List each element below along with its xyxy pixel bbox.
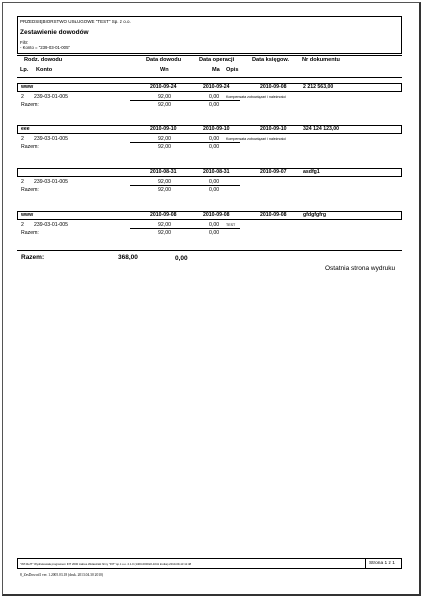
- company-name: PRZEDSIĘBIORSTWO USŁUGOWE "TEST" Sp. z o.o.: [20, 19, 131, 24]
- filter-value: - Konto = "239-03-01-005": [20, 45, 70, 50]
- row-wn: 92,00: [158, 136, 171, 142]
- group-nr-dokumentu: gfdgfgfrg: [303, 212, 327, 218]
- row-konto: 239-03-01-005: [34, 222, 69, 228]
- column-header-top-line: [17, 55, 402, 56]
- razem-line: [130, 142, 240, 143]
- group-nr-dokumentu: 2 212 563,00: [303, 84, 334, 90]
- row-wn: 92,00: [158, 222, 171, 228]
- razem-label: Razem:: [21, 187, 39, 193]
- group-data-operacji: 2010-09-24: [203, 84, 230, 90]
- razem-ma: 0,00: [209, 144, 220, 150]
- razem-line: [130, 185, 240, 186]
- bottom-note: 8_ZesDowod1 ver. 1.2005.03.18 (druk. 2013.04.30 2010): [20, 573, 104, 577]
- group-data-operacji: 2010-08-31: [203, 169, 230, 175]
- group-rodz: www: [21, 212, 34, 218]
- row-wn: 92,00: [158, 179, 171, 185]
- col-nr-dokumentu: Nr dokumentu: [302, 57, 340, 63]
- row-ma: 0,00: [209, 222, 220, 228]
- col-ma: Ma: [212, 67, 220, 73]
- razem-wn: 92,00: [158, 102, 171, 108]
- col-wn: Wn: [160, 67, 169, 73]
- group-nr-dokumentu: 324 124 123,00: [303, 126, 340, 132]
- razem-ma: 0,00: [209, 187, 220, 193]
- report-title: Zestawienie dowodów: [20, 29, 89, 36]
- group-rodz: eee: [21, 126, 30, 132]
- filter-label: Filtr:: [20, 40, 29, 45]
- col-data-dowodu: Data dowodu: [146, 57, 182, 63]
- footer-separator: [365, 559, 366, 568]
- group-data-dowodu: 2010-09-08: [150, 212, 177, 218]
- razem-line: [130, 100, 240, 101]
- col-konto: Konto: [36, 67, 53, 73]
- row-ma: 0,00: [209, 94, 220, 100]
- row-konto: 239-03-01-005: [34, 179, 69, 185]
- col-opis: Opis: [226, 67, 239, 73]
- row-wn: 92,00: [158, 94, 171, 100]
- row-lp: 2: [21, 94, 24, 100]
- group-data-dowodu: 2010-08-31: [150, 169, 177, 175]
- col-lp: Lp.: [20, 67, 29, 73]
- group-data-ksiegow: 2010-09-08: [260, 84, 287, 90]
- footer-program-info: "INT-RefT" Wydrukowała programem INT 2000 zakres.Wołasiński firmy "INT" sp.z.o.o. 2.1.0 (1400-000022-1041 krotka) 2010-09-13 11:48: [20, 562, 192, 566]
- razem-line: [130, 228, 240, 229]
- razem-label: Razem:: [21, 144, 39, 150]
- group-data-dowodu: 2010-09-24: [150, 84, 177, 90]
- row-lp: 2: [21, 136, 24, 142]
- row-konto: 239-03-01-005: [34, 94, 69, 100]
- column-header-bottom-line: [17, 77, 402, 78]
- col-data-operacji: Data operacji: [199, 57, 235, 63]
- summary-label: Razem:: [21, 254, 45, 261]
- group-data-dowodu: 2010-09-10: [150, 126, 177, 132]
- group-rodz: www: [21, 84, 34, 90]
- group-data-ksiegow: 2010-09-10: [260, 126, 287, 132]
- row-konto: 239-03-01-005: [34, 136, 69, 142]
- razem-wn: 92,00: [158, 144, 171, 150]
- row-ma: 0,00: [209, 179, 220, 185]
- razem-ma: 0,00: [209, 102, 220, 108]
- group-data-operacji: 2010-09-10: [203, 126, 230, 132]
- group-data-operacji: 2010-09-08: [203, 212, 230, 218]
- row-opis: Kompensata zobowiązań i należności: [226, 137, 286, 141]
- summary-top-line: [17, 250, 402, 251]
- row-ma: 0,00: [209, 136, 220, 142]
- row-lp: 2: [21, 222, 24, 228]
- row-lp: 2: [21, 179, 24, 185]
- razem-wn: 92,00: [158, 230, 171, 236]
- col-data-ksiegow: Data księgow.: [252, 57, 290, 63]
- razem-ma: 0,00: [209, 230, 220, 236]
- group-data-ksiegow: 2010-09-07: [260, 169, 287, 175]
- col-rodz-dowodu: Rodz. dowodu: [24, 57, 63, 63]
- summary-wn: 368,00: [118, 254, 138, 261]
- summary-ma: 0,00: [175, 255, 188, 262]
- row-opis: TEST: [226, 223, 236, 227]
- razem-label: Razem:: [21, 230, 39, 236]
- last-page-note: Ostatnia strona wydruku: [325, 265, 396, 272]
- razem-wn: 92,00: [158, 187, 171, 193]
- razem-label: Razem:: [21, 102, 39, 108]
- group-data-ksiegow: 2010-09-08: [260, 212, 287, 218]
- row-opis: Kompensata zobowiązań i należności: [226, 95, 286, 99]
- footer-page-number: Strona 1 z 1: [369, 561, 395, 566]
- group-nr-dokumentu: asdfg1: [303, 169, 320, 175]
